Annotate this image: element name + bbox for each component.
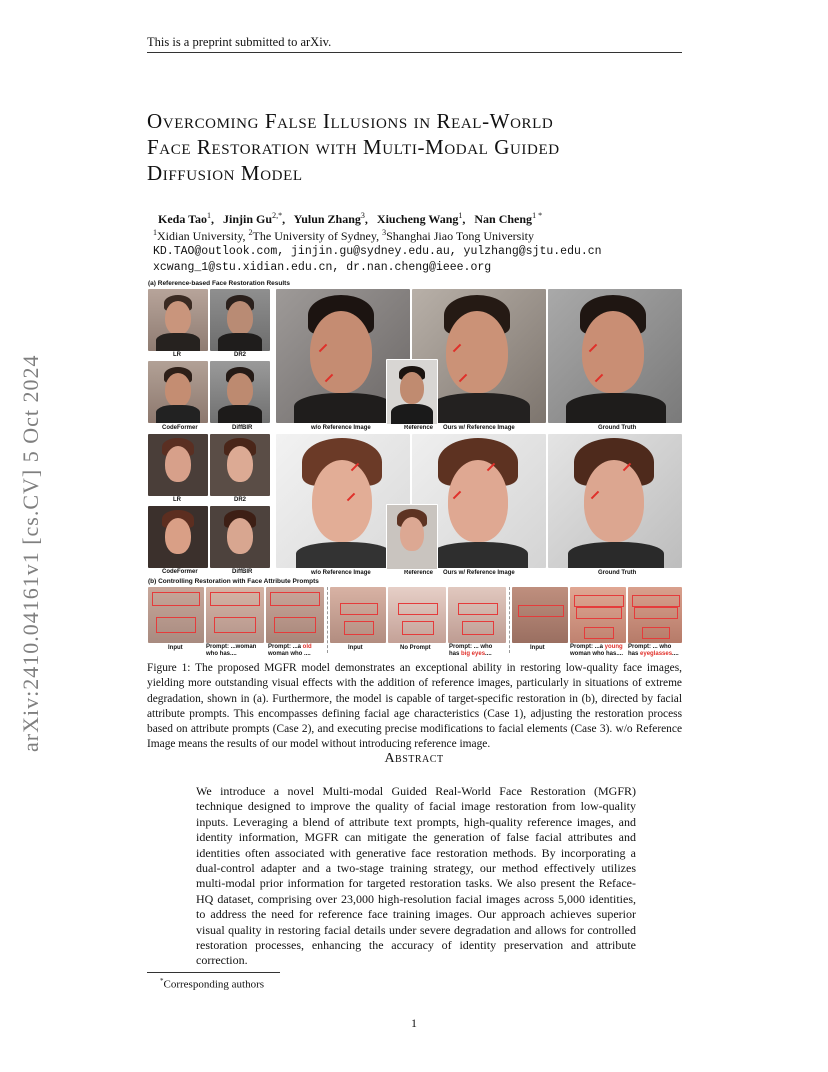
face-image bbox=[210, 289, 270, 351]
label-dr2: DR2 bbox=[234, 352, 247, 358]
author-name: Yulun Zhang bbox=[293, 212, 361, 226]
prompt-text: .... bbox=[485, 651, 492, 657]
emails bbox=[153, 244, 602, 276]
paper-title bbox=[147, 108, 707, 186]
page-number: 1 bbox=[411, 1016, 417, 1030]
prompt-text: Prompt: ... who bbox=[449, 644, 493, 650]
face-image bbox=[210, 361, 270, 423]
prompt-label bbox=[628, 644, 679, 658]
prompt-result-image bbox=[448, 587, 506, 643]
face-image bbox=[148, 289, 208, 351]
prompt-text: Prompt: ...a bbox=[570, 644, 605, 650]
reference-image bbox=[386, 504, 438, 570]
label-codeformer: CodeFormer bbox=[162, 425, 198, 431]
face-image bbox=[148, 434, 208, 496]
prompt-text: woman who has.... bbox=[570, 651, 624, 657]
face-image bbox=[148, 361, 208, 423]
label-ground-truth: Ground Truth bbox=[598, 570, 637, 576]
abstract-text: We introduce a novel Multi-modal Guided Real-World Face Restoration (MGFR) technique designed to improve the quality of facial image restoration from low-quality inputs. Leveraging a blend of attribute text prompts, high-quality reference images, and identity information, MGFR can mitigate the generation of false facial attributes and identities often associated with generative face restoration methods. By incorporating a dual-control adapter and a two-stage training strategy, our method effectively utilizes multi-modal prior information for targeted restoration tasks. We also present the Reface-HQ dataset, comprising over 23,000 high-resolution facial images across 5,000 identities, to address the need for reference face training images. Our approach achieves superior visual quality in restoring facial details under severe degradation and allows for controlled restoration processes, enhancing the accuracy of identity preservation and attribute correction. bbox=[196, 784, 636, 968]
reference-image bbox=[386, 359, 438, 425]
label-ours: Ours w/ Reference Image bbox=[443, 570, 515, 576]
header-note: This is a preprint submitted to arXiv. bbox=[147, 35, 332, 49]
prompt-label bbox=[206, 644, 256, 658]
email-line-2: xcwang_1@stu.xidian.edu.cn, dr.nan.cheng@ieee.org bbox=[153, 261, 492, 274]
label-input: Input bbox=[530, 645, 545, 651]
author-name: Xiucheng Wang bbox=[376, 212, 459, 226]
affiliation: Shanghai Jiao Tong University bbox=[386, 229, 535, 243]
footnote-text: Corresponding authors bbox=[163, 978, 265, 991]
footnote-rule bbox=[147, 972, 280, 973]
section-a-label: (a) Reference-based Face Restoration Results bbox=[148, 280, 290, 287]
footnote-mark: * bbox=[160, 977, 164, 985]
prompt-attribute: old bbox=[302, 644, 312, 650]
prompt-attribute: eyeglasses bbox=[640, 651, 673, 657]
affil-mark: 2 bbox=[248, 228, 253, 237]
author-name: Keda Tao bbox=[158, 212, 208, 226]
label-no-prompt: No Prompt bbox=[400, 645, 431, 651]
prompt-input-image bbox=[148, 587, 204, 643]
prompt-label bbox=[268, 644, 312, 658]
label-diffbir: DiffBIR bbox=[232, 569, 253, 575]
figure-1 bbox=[146, 277, 682, 657]
prompt-input-image bbox=[330, 587, 386, 643]
author-affil-mark: 2,* bbox=[272, 211, 283, 220]
affiliation: Xidian University, bbox=[157, 229, 249, 243]
face-image bbox=[148, 506, 208, 568]
prompt-text: has bbox=[449, 651, 462, 657]
ground-truth bbox=[548, 434, 682, 568]
label-lr: LR bbox=[173, 352, 181, 358]
author-name: Jinjin Gu bbox=[223, 212, 273, 226]
prompt-label bbox=[449, 644, 492, 658]
arxiv-stamp: arXiv:2410.04161v1 [cs.CV] 5 Oct 2024 bbox=[18, 354, 43, 752]
prompt-result-image bbox=[206, 587, 264, 643]
author-list: Keda Tao$^1$, Jinjin $Gu^{2,*}$, Yulun Zhang$^3$, Xiucheng Wang$^1$, Nan Cheng$^{1 *}$ bbox=[158, 211, 543, 226]
title-line-1: Overcoming False Illusions in Real-World bbox=[147, 109, 554, 133]
prompt-text: Prompt: ... who bbox=[628, 644, 672, 650]
label-wo-reference: w/o Reference Image bbox=[311, 570, 371, 576]
label-diffbir: DiffBIR bbox=[232, 425, 253, 431]
label-lr: LR bbox=[173, 497, 181, 503]
abstract-heading: Abstract bbox=[384, 751, 444, 766]
label-reference: Reference bbox=[404, 425, 434, 431]
affil-mark: 3 bbox=[382, 228, 387, 237]
affiliations bbox=[153, 228, 534, 244]
author-name: Nan Cheng bbox=[474, 212, 533, 226]
label-dr2: DR2 bbox=[234, 497, 247, 503]
prompt-result-image bbox=[628, 587, 682, 643]
prompt-text: .... bbox=[672, 651, 679, 657]
prompt-result-image bbox=[388, 587, 446, 643]
prompt-label bbox=[570, 644, 623, 658]
ground-truth bbox=[548, 289, 682, 423]
label-wo-reference: w/o Reference Image bbox=[311, 425, 371, 431]
prompt-text: woman who .... bbox=[268, 651, 311, 657]
prompt-result-image bbox=[570, 587, 626, 643]
title-line-2: Face Restoration with Multi-Modal Guided bbox=[147, 135, 560, 159]
prompt-text: Prompt: ...a bbox=[268, 644, 303, 650]
author-affil-mark: 1 bbox=[207, 211, 212, 220]
title-line-3: Diffusion Model bbox=[147, 161, 303, 185]
email-line-1: KD.TAO@outlook.com, jinjin.gu@sydney.edu.au, yulzhang@sjtu.edu.cn bbox=[153, 245, 602, 258]
face-image bbox=[210, 506, 270, 568]
author-affil-mark: 3 bbox=[360, 211, 365, 220]
section-b-label: (b) Controlling Restoration with Face Attribute Prompts bbox=[148, 578, 319, 585]
prompt-attribute: young bbox=[604, 644, 623, 650]
label-input: Input bbox=[348, 645, 363, 651]
header-rule bbox=[147, 52, 682, 53]
label-ours: Ours w/ Reference Image bbox=[443, 425, 515, 431]
label-ground-truth: Ground Truth bbox=[598, 425, 637, 431]
author-affil-mark: 1 bbox=[458, 211, 463, 220]
prompt-text: has bbox=[628, 651, 641, 657]
prompt-text: Prompt: ...woman bbox=[206, 644, 257, 650]
face-image bbox=[210, 434, 270, 496]
prompt-input-image bbox=[512, 587, 568, 643]
figure-caption: Figure 1: The proposed MGFR model demonstrates an exceptional ability in restoring low-quality face images, yielding more outstanding visual effects with the addition of reference images, particularly in situations of extreme degradation, shown in (a). Furthermore, the model is capable of target-specific restoration in (b), directed by facial attribute prompts. This encompasses defining facial age characteristics (Case 1), adjusting the restoration process based on attribute prompts (Case 2), and executing precise modifications to facial elements (Case 3). w/o Reference Image means the results of our model without introducing reference image. bbox=[147, 662, 682, 751]
affil-mark: 1 bbox=[153, 228, 157, 237]
label-input: Input bbox=[168, 645, 183, 651]
label-codeformer: CodeFormer bbox=[162, 569, 198, 575]
prompt-text: who has.... bbox=[206, 651, 237, 657]
label-reference: Reference bbox=[404, 570, 434, 576]
footnote bbox=[160, 977, 264, 991]
affiliation: The University of Sydney, bbox=[252, 229, 383, 243]
author-affil-mark: 1 * bbox=[532, 211, 543, 220]
prompt-result-image bbox=[266, 587, 324, 643]
prompt-attribute: big eyes bbox=[461, 651, 486, 657]
